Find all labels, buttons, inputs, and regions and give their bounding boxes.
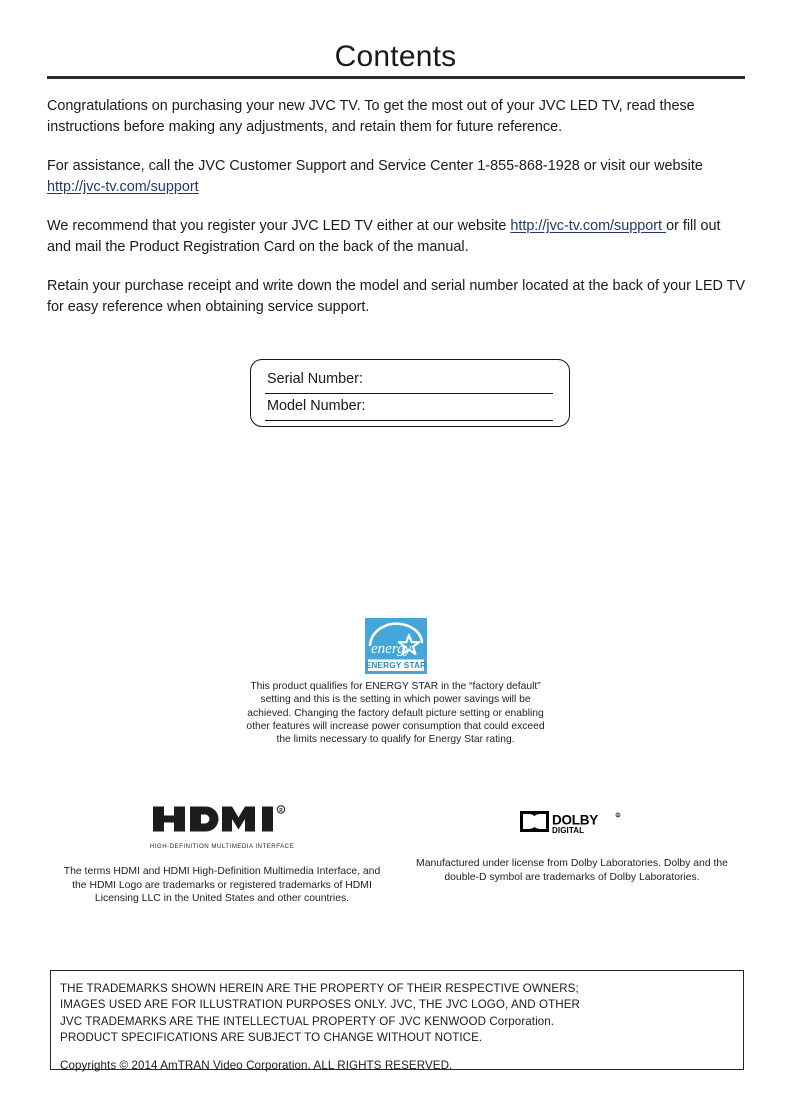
serial-number-write-in-line[interactable] <box>265 393 553 394</box>
hdmi-logo-icon <box>62 800 382 842</box>
intro-paragraph-4: Retain your purchase receipt and write down the model and serial number located at the back of your LED TV for easy reference when obtaining service support. <box>47 278 746 315</box>
energy-star-icon <box>365 618 427 674</box>
hdmi-subtitle: HIGH-DEFINITION MULTIMEDIA INTERFACE <box>149 843 295 850</box>
svg-text:R: R <box>279 807 283 814</box>
trademark-line: PRODUCT SPECIFICATIONS ARE SUBJECT TO CHANGE WITHOUT NOTICE. <box>60 1030 483 1044</box>
svg-text:DOLBY: DOLBY <box>552 812 598 828</box>
svg-text:R: R <box>617 814 619 818</box>
product-record-box <box>250 359 570 427</box>
serial-number-row <box>265 369 553 396</box>
model-number-row <box>265 396 553 423</box>
model-number-write-in-line[interactable] <box>265 420 553 421</box>
title-divider <box>47 76 745 79</box>
model-number-label: Model Number: <box>267 398 366 414</box>
trademark-line: IMAGES USED ARE FOR ILLUSTRATION PURPOSES ONLY. JVC, THE JVC LOGO, AND OTHER <box>60 998 580 1012</box>
svg-text:ENERGY STAR: ENERGY STAR <box>365 661 426 670</box>
intro-paragraph-2 <box>47 156 747 197</box>
register-sentence-lead: We recommend that you register your JVC LED TV either at our website <box>47 218 511 234</box>
trademark-line: JVC TRADEMARKS ARE THE INTELLECTUAL PROPERTY OF JVC KENWOOD Corporation. <box>60 1014 555 1028</box>
intro-text-block <box>47 96 747 317</box>
intro-paragraph-3 <box>47 216 747 257</box>
trademark-line: THE TRADEMARKS SHOWN HEREIN ARE THE PROPERTY OF THEIR RESPECTIVE OWNERS; <box>60 982 579 995</box>
trademark-notice-box <box>50 970 744 1073</box>
dolby-caption: Manufactured under license from Dolby Laboratories. Dolby and the double-D symbol are trademarks of Dolby Laboratories. <box>416 858 728 883</box>
copyright-line: Copyrights © 2014 AmTRAN Video Corporation. ALL RIGHTS RESERVED. <box>60 1059 453 1073</box>
svg-text:DIGITAL: DIGITAL <box>552 826 585 835</box>
support-website-link-2[interactable]: http://jvc-tv.com/support <box>510 218 667 234</box>
hdmi-caption: The terms HDMI and HDMI High-Definition Multimedia Interface, and the HDMI Logo are trademarks or registered trademarks of HDMI Licensing LLC in the United States and other countries. <box>63 866 381 905</box>
dolby-logo-icon <box>412 800 732 842</box>
support-phone-sentence: For assistance, call the JVC Customer Support and Service Center 1-855-868-1928 or visit our website <box>47 158 703 174</box>
dolby-block <box>412 800 732 884</box>
certification-logos-row <box>47 800 747 930</box>
register-sentence-tail: or fill out and mail the Product Registration Card on the back of the manual. <box>47 218 721 255</box>
serial-number-label: Serial Number: <box>267 371 363 387</box>
page-title: Contents <box>334 40 457 73</box>
energy-star-block <box>0 618 791 746</box>
support-website-link-1[interactable]: http://jvc-tv.com/support <box>47 178 199 195</box>
svg-text:energy: energy <box>370 641 411 657</box>
energy-star-caption: This product qualifies for ENERGY STAR in the “factory default” setting and this is the setting in which power savings will be achieved. Changing the factory default picture setting or enabling other features will increase power consumption that could exceed the limits necessary to qualify for Energy Star rating. <box>246 681 545 746</box>
intro-paragraph-1: Congratulations on purchasing your new JVC TV. To get the most out of your JVC LED TV, read these instructions before making any adjustments, and retain them for future reference. <box>47 98 695 135</box>
hdmi-block <box>62 800 382 906</box>
